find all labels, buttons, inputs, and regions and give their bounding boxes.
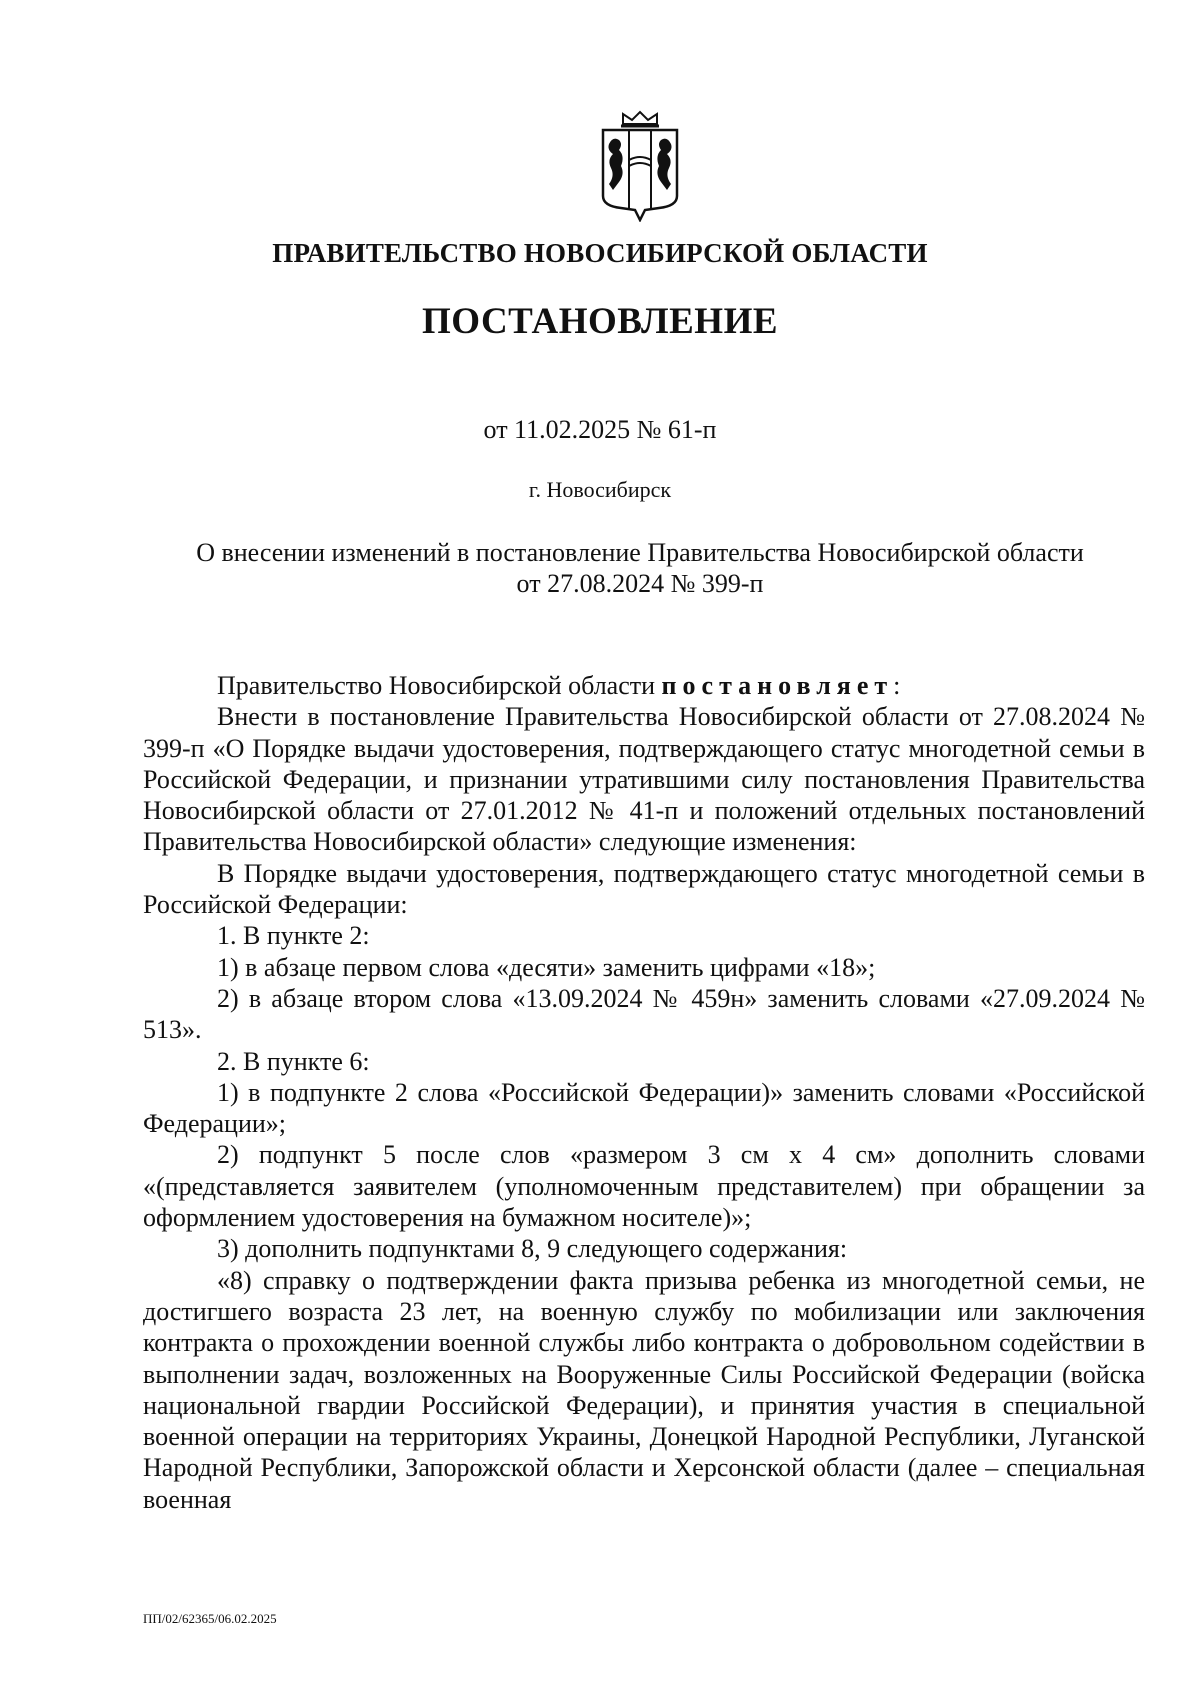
document-body	[143, 670, 1145, 1515]
organization-title: ПРАВИТЕЛЬСТВО НОВОСИБИРСКОЙ ОБЛАСТИ	[272, 238, 928, 268]
document-subject	[120, 537, 1160, 599]
document-footer-code: ПП/02/62365/06.02.2025	[143, 1611, 277, 1626]
document-date-number: от 11.02.2025 № 61-п	[483, 415, 717, 444]
paragraph-item-1-1: 1) в абзаце первом слова «десяти» заменить цифрами «18»;	[217, 952, 876, 982]
paragraph-amendment-intro: Внести в постановление Правительства Новосибирской области от 27.08.2024 № 399-п «О Порядке выдачи удостоверения, подтверждающего статус многодетной семьи в Российской Федерации, и признании утратившими силу постановления Правительства Новосибирской области от 27.01.2012 № 41-п и положений отдельных постановлений Правительства Новосибирской области» следующие изменения:	[143, 702, 1145, 857]
subject-line-1: О внесении изменений в постановление Правительства Новосибирской области	[196, 538, 1084, 567]
preamble-text: Правительство Новосибирской области	[217, 671, 662, 700]
document-type-title: ПОСТАНОВЛЕНИЕ	[421, 301, 779, 342]
paragraph-item-2-3: 3) дополнить подпунктами 8, 9 следующего содержания:	[217, 1234, 848, 1264]
paragraph-preamble	[143, 670, 1145, 701]
paragraph-item-2-2: 2) подпункт 5 после слов «размером 3 см x 4 см» дополнить словами «(представляется заявителем (уполномоченным представителем) при обращении за оформлением удостоверения на бумажном носителе)»;	[143, 1140, 1145, 1233]
paragraph-subitem-8: «8) справку о подтверждении факта призыва ребенка из многодетной семьи, не достигшего возраста 23 лет, на военную службу по мобилизации или заключения контракта о прохождении военной службы либо контракта о добровольном содействии в выполнении задач, возложенных на Вооруженные Силы Российской Федерации (войска национальной гвардии Российской Федерации), и принятия участия в специальной военной операции на территориях Украины, Донецкой Народной Республики, Луганской Народной Республики, Запорожской области и Херсонской области (далее – специальная военная	[143, 1265, 1145, 1514]
paragraph-item-1-2: 2) в абзаце втором слова «13.09.2024 № 459н» заменить словами «27.09.2024 № 513».	[143, 983, 1145, 1045]
preamble-decree-word: постановляет	[661, 671, 894, 700]
paragraph-item-2-1: 1) в подпункте 2 слова «Российской Федерации)» заменить словами «Российской Федерации»;	[143, 1077, 1145, 1139]
document-city: г. Новосибирск	[528, 477, 672, 502]
preamble-colon: :	[893, 671, 901, 700]
paragraph-item-2: 2. В пункте 6:	[217, 1046, 370, 1076]
novosibirsk-coat-of-arms-icon	[599, 110, 681, 222]
paragraph-order-intro: В Порядке выдачи удостоверения, подтверждающего статус многодетной семьи в Российской Федерации:	[143, 858, 1145, 920]
subject-line-2: от 27.08.2024 № 399-п	[516, 569, 764, 598]
paragraph-item-1: 1. В пункте 2:	[217, 921, 370, 951]
